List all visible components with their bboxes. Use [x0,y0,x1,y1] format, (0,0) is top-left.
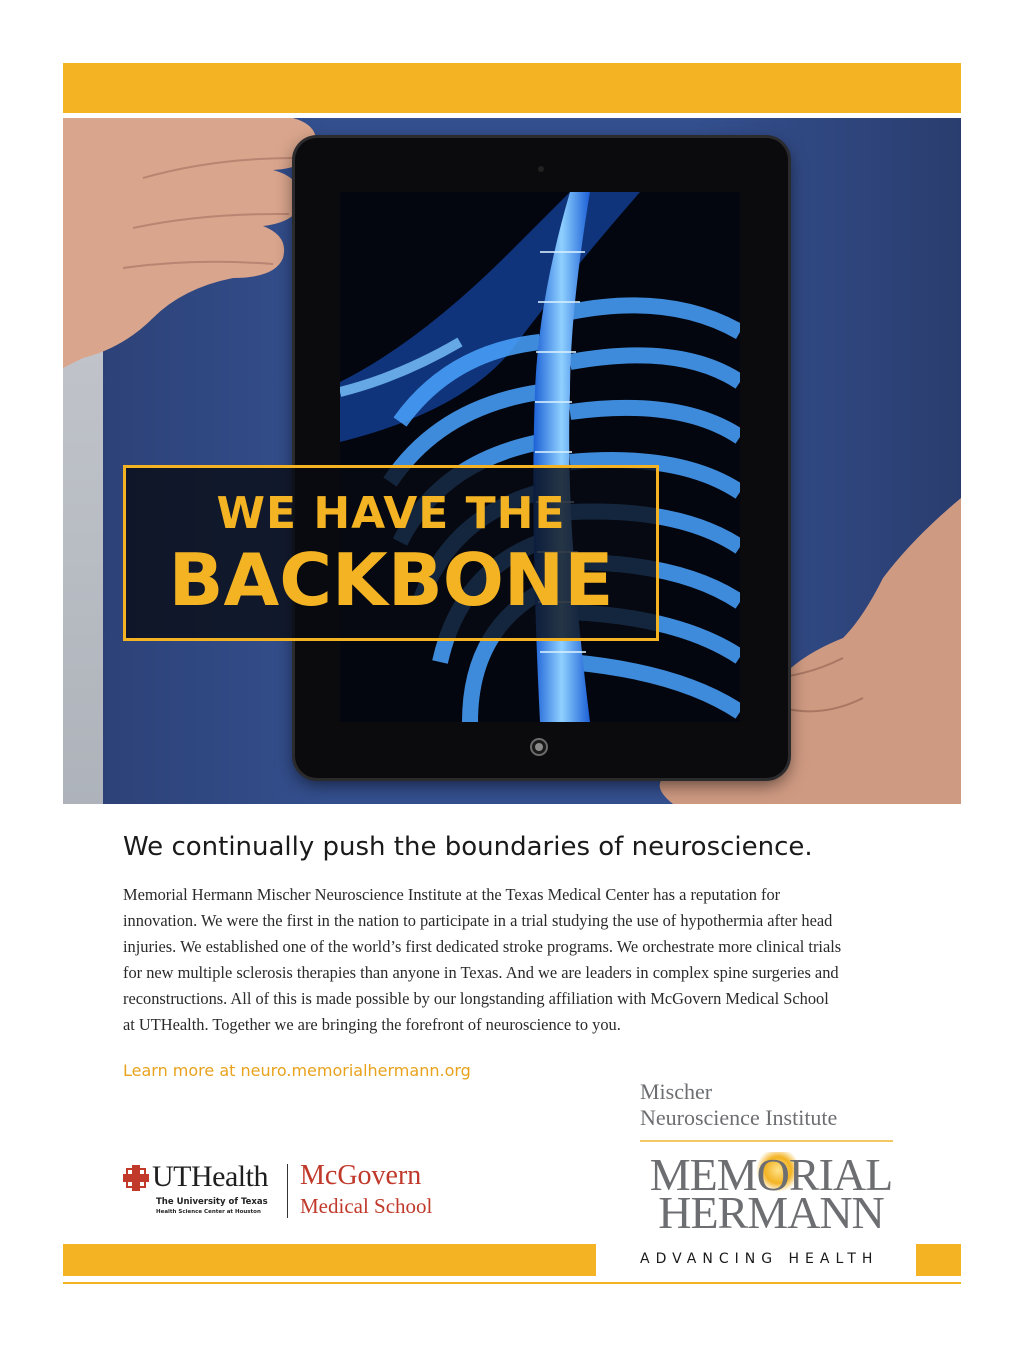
institute-line1: Mischer [640,1079,713,1104]
headline-line2: BACKBONE [168,538,614,622]
medical-school-name: Medical School [300,1194,433,1218]
uthealth-wordmark: UTHealth [152,1160,268,1193]
bottom-gold-rule [63,1282,961,1284]
spine-xray-image [340,192,740,722]
tablet-home-button-icon [530,738,548,756]
top-gold-bar [63,63,961,113]
subheading: We continually push the boundaries of neuroscience. [123,832,813,862]
headline-line1: WE HAVE THE [216,488,566,539]
institute-divider [640,1140,893,1142]
left-hand [63,118,316,368]
learn-more-link[interactable]: Learn more at neuro.memorialhermann.org [123,1061,471,1080]
memorial-hermann-logo [636,1152,906,1232]
uthealth-subtitle: The University of Texas [156,1197,268,1207]
hero-photo [63,118,961,804]
uthealth-cross-icon [123,1165,149,1191]
mh-word1: MEMORIAL [649,1152,893,1200]
body-paragraph: Memorial Hermann Mischer Neuroscience Institute at the Texas Medical Center has a reputation for innovation. We were the first in the nation to participate in a trial studying the use of hypothermia after head injuries. We established one of the world’s first dedicated stroke programs. We orchestrate more clinical trials for new multiple sclerosis therapies than anyone in Texas. And we are leaders in complex spine surgeries and reconstructions. All of this is made possible by our longstanding affiliation with McGovern Medical School at UTHealth. Together we are bringing the forefront of neuroscience to you. [123,885,842,1034]
tablet-camera [538,166,544,172]
tagline-panel [596,1244,916,1276]
xray-screen [340,192,740,722]
uthealth-subtitle-2: Health Science Center at Houston [156,1209,261,1215]
institute-name [640,1079,837,1131]
headline-box [123,465,659,641]
tagline: ADVANCING HEALTH [640,1251,879,1267]
mcgovern-name: McGovern [300,1160,422,1191]
uthealth-mcgovern-logo [123,1160,453,1220]
institute-line2: Neuroscience Institute [640,1105,838,1130]
logo-divider [287,1164,288,1218]
tablet-device [295,138,788,778]
mh-word2: HERMANN [658,1187,884,1232]
